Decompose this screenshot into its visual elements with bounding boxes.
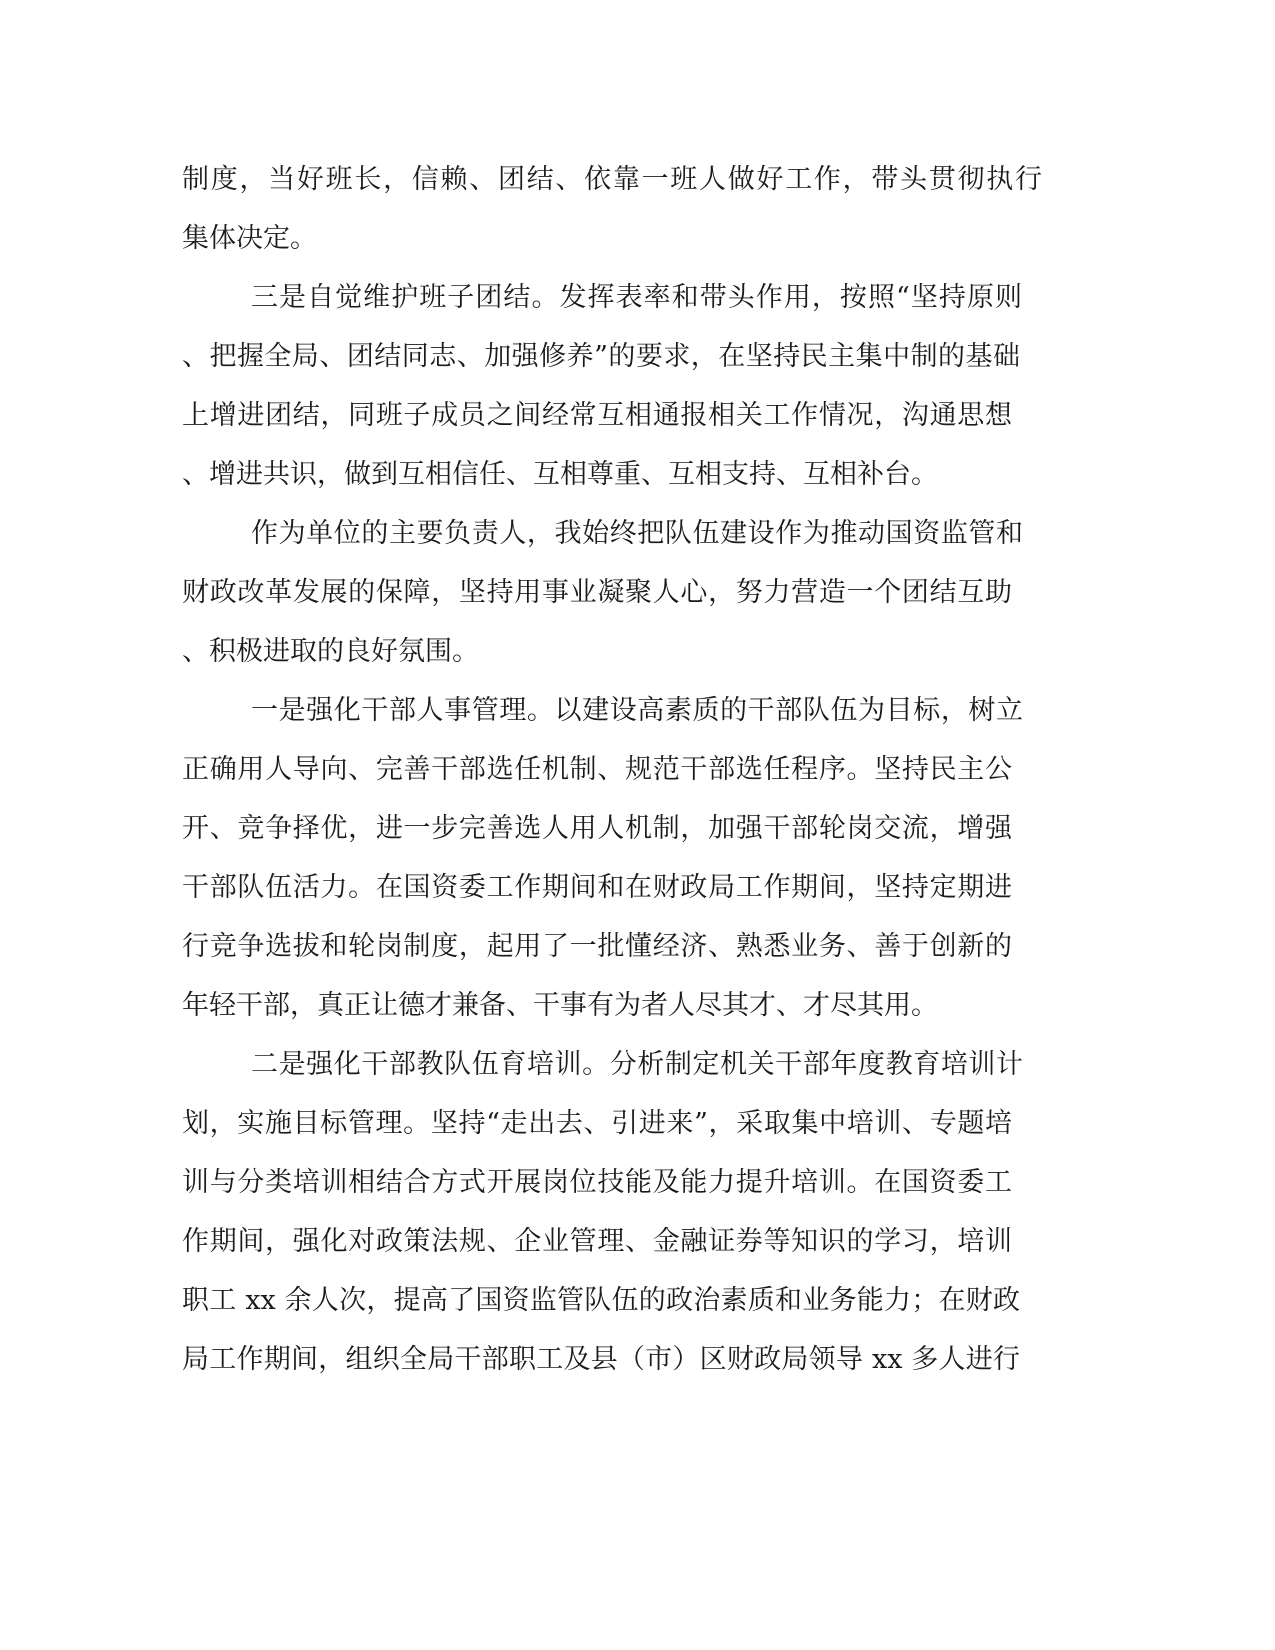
text-line: 制度，当好班长，信赖、团结、依靠一班人做好工作，带头贯彻执行 (182, 164, 1042, 195)
text-line: 局工作期间，组织全局干部职工及县（市）区财政局领导 xx 多人进行 (182, 1344, 1020, 1375)
text-line: 职工 xx 余人次，提高了国资监管队伍的政治素质和业务能力；在财政 (182, 1285, 1020, 1316)
text-line: 干部队伍活力。在国资委工作期间和在财政局工作期间，坚持定期进 (182, 872, 1012, 903)
paragraph-start-line: 二是强化干部教队伍育培训。分析制定机关干部年度教育培训计 (251, 1049, 1023, 1080)
text-line: 作期间，强化对政策法规、企业管理、金融证券等知识的学习，培训 (182, 1226, 1012, 1257)
text-line: 划，实施目标管理。坚持“走出去、引进来”，采取集中培训、专题培 (182, 1108, 1012, 1139)
paragraph-start-line: 一是强化干部人事管理。以建设高素质的干部队伍为目标，树立 (251, 695, 1023, 726)
text-line: 集体决定。 (182, 223, 317, 254)
text-line: 、增进共识，做到互相信任、互相尊重、互相支持、互相补台。 (182, 459, 938, 490)
text-line: 、积极进取的良好氛围。 (182, 636, 479, 667)
text-line: 开、竞争择优，进一步完善选人用人机制，加强干部轮岗交流，增强 (182, 813, 1012, 844)
paragraph-start-line: 作为单位的主要负责人，我始终把队伍建设作为推动国资监管和 (251, 518, 1023, 549)
text-line: 正确用人导向、完善干部选任机制、规范干部选任程序。坚持民主公 (182, 754, 1012, 785)
paragraph-start-line: 三是自觉维护班子团结。发挥表率和带头作用，按照“坚持原则 (251, 282, 1022, 313)
text-line: 训与分类培训相结合方式开展岗位技能及能力提升培训。在国资委工 (182, 1167, 1012, 1198)
text-line: 、把握全局、团结同志、加强修养”的要求，在坚持民主集中制的基础 (182, 341, 1020, 372)
text-line: 财政改革发展的保障，坚持用事业凝聚人心，努力营造一个团结互助 (182, 577, 1012, 608)
text-line: 上增进团结，同班子成员之间经常互相通报相关工作情况，沟通思想 (182, 400, 1012, 431)
text-line: 年轻干部，真正让德才兼备、干事有为者人尽其才、才尽其用。 (182, 990, 938, 1021)
text-line: 行竞争选拔和轮岗制度，起用了一批懂经济、熟悉业务、善于创新的 (182, 931, 1012, 962)
